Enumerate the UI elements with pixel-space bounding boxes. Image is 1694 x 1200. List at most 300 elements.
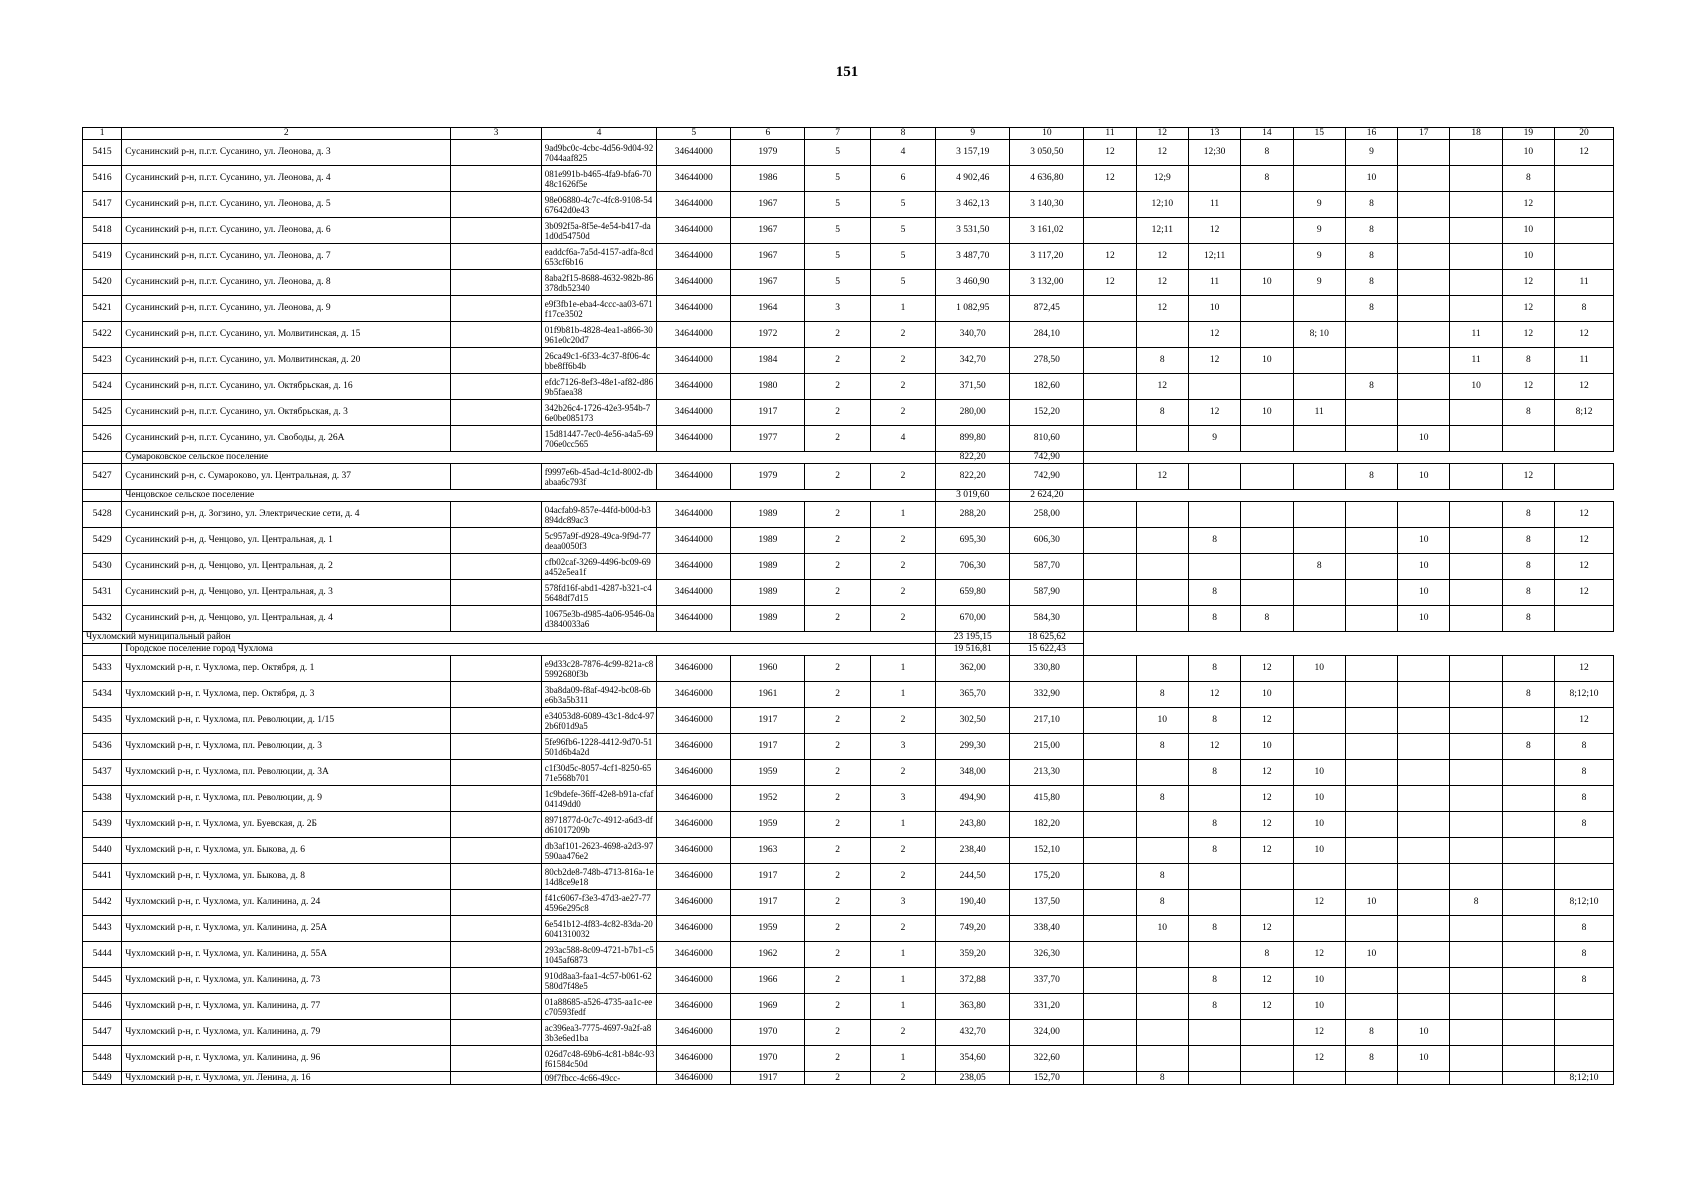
column-header: 5 [657, 128, 731, 140]
table-cell [451, 838, 541, 864]
table-cell: e9f3fb1e-eba4-4ccc-aa03-671f17ce3502 [541, 296, 657, 322]
table-cell: 1917 [731, 734, 805, 760]
table-cell: 2 [805, 1072, 870, 1085]
table-cell [451, 760, 541, 786]
table-cell: Чухломский р-н, г. Чухлома, пл. Революции, д. 3 [122, 734, 451, 760]
table-cell: 5426 [83, 426, 122, 452]
table-cell: 2 [805, 348, 870, 374]
table-cell: 10 [1398, 580, 1450, 606]
table-cell: 8 [1555, 812, 1614, 838]
table-cell: 494,90 [936, 786, 1010, 812]
table-row [83, 348, 1614, 374]
table-cell: 2 [805, 1020, 870, 1046]
table-cell: 3 161,02 [1010, 218, 1084, 244]
table-cell: 11 [1450, 322, 1502, 348]
table-cell: 1970 [731, 1020, 805, 1046]
table-cell [1136, 322, 1188, 348]
table-cell [1555, 166, 1614, 192]
table-cell: 10 [1398, 554, 1450, 580]
table-cell: 12 [1136, 140, 1188, 166]
table-cell: 2 [805, 554, 870, 580]
table-cell [1345, 838, 1397, 864]
table-cell [451, 296, 541, 322]
table-cell [1502, 656, 1554, 682]
table-cell [1450, 580, 1502, 606]
table-cell: Сусанинский р-н, д. Зогзино, ул. Электрические сети, д. 4 [122, 502, 451, 528]
table-cell [451, 890, 541, 916]
table-row [83, 580, 1614, 606]
table-cell: 10 [1398, 528, 1450, 554]
table-cell [1084, 192, 1136, 218]
table-cell: Сусанинский р-н, п.г.т. Сусанино, ул. Леонова, д. 7 [122, 244, 451, 270]
table-cell: 1962 [731, 942, 805, 968]
table-cell: Сусанинский р-н, п.г.т. Сусанино, ул. Октябрьская, д. 16 [122, 374, 451, 400]
table-cell: 822,20 [936, 464, 1010, 490]
table-cell: 1989 [731, 528, 805, 554]
table-cell: 34646000 [657, 708, 731, 734]
table-cell: 5418 [83, 218, 122, 244]
table-cell: 5438 [83, 786, 122, 812]
table-cell [1188, 786, 1240, 812]
table-cell: 1 [870, 296, 935, 322]
table-cell: 3 531,50 [936, 218, 1010, 244]
table-cell [1450, 864, 1502, 890]
table-cell [1241, 890, 1293, 916]
table-cell: 10 [1502, 218, 1554, 244]
table-cell: 10 [1241, 270, 1293, 296]
page-number: 151 [835, 64, 859, 80]
table-cell: 371,50 [936, 374, 1010, 400]
table-cell [1450, 270, 1502, 296]
section-blank [1084, 490, 1614, 502]
table-cell [451, 656, 541, 682]
table-cell: 11 [1555, 270, 1614, 296]
table-cell: 1 [870, 994, 935, 1020]
table-row [83, 864, 1614, 890]
table-row [83, 682, 1614, 708]
table-cell: 12 [1084, 244, 1136, 270]
table-cell [1188, 942, 1240, 968]
table-cell: 2 [805, 838, 870, 864]
table-cell [1450, 968, 1502, 994]
table-cell [1502, 1046, 1554, 1072]
table-cell [1136, 838, 1188, 864]
table-cell: 8 [1345, 1020, 1397, 1046]
table-cell [451, 682, 541, 708]
table-cell: 8 [1555, 296, 1614, 322]
table-cell: 5 [870, 218, 935, 244]
table-row [83, 1020, 1614, 1046]
table-cell: 244,50 [936, 864, 1010, 890]
table-cell [1241, 218, 1293, 244]
column-header: 7 [805, 128, 870, 140]
table-cell: 8 [1502, 502, 1554, 528]
table-cell: 10 [1241, 734, 1293, 760]
table-cell [451, 244, 541, 270]
header-row [83, 128, 1614, 140]
table-row [83, 426, 1614, 452]
table-cell: 331,20 [1010, 994, 1084, 1020]
table-row [83, 890, 1614, 916]
table-cell [1502, 942, 1554, 968]
table-cell [1136, 606, 1188, 632]
table-cell: 1986 [731, 166, 805, 192]
table-cell: 8 [1188, 606, 1240, 632]
table-cell: 12 [1241, 812, 1293, 838]
table-cell: 8 [1345, 270, 1397, 296]
table-cell: Чухломский р-н, г. Чухлома, ул. Калинина, д. 73 [122, 968, 451, 994]
table-cell: 01a88685-a526-4735-aa1c-eec70593fedf [541, 994, 657, 1020]
table-cell: 578fd16f-abd1-4287-b321-c45648df7d15 [541, 580, 657, 606]
table-cell: 80cb2de8-748b-4713-816a-1e14d8ce9e18 [541, 864, 657, 890]
table-cell: 899,80 [936, 426, 1010, 452]
table-cell: 2 [870, 528, 935, 554]
table-cell: 34644000 [657, 580, 731, 606]
table-cell: 5449 [83, 1072, 122, 1085]
table-cell [451, 916, 541, 942]
table-cell: 1917 [731, 1072, 805, 1085]
table-cell: 1917 [731, 708, 805, 734]
table-cell: 3 [870, 890, 935, 916]
section-blank [1084, 644, 1614, 656]
table-cell [1293, 864, 1345, 890]
table-cell: 8 [1345, 296, 1397, 322]
table-cell: 742,90 [1010, 464, 1084, 490]
table-cell: 2 [805, 760, 870, 786]
table-cell: 810,60 [1010, 426, 1084, 452]
table-cell: 1966 [731, 968, 805, 994]
table-cell: 3 117,20 [1010, 244, 1084, 270]
table-cell [1502, 708, 1554, 734]
table-cell: 1917 [731, 890, 805, 916]
table-cell: 8 [1555, 916, 1614, 942]
table-row [83, 140, 1614, 166]
table-cell [1136, 994, 1188, 1020]
table-cell [1345, 994, 1397, 1020]
table-cell: 5 [870, 192, 935, 218]
table-cell: 8971877d-0c7c-4912-a6d3-dfd61017209b [541, 812, 657, 838]
table-cell [451, 464, 541, 490]
table-cell: 2 [805, 656, 870, 682]
table-cell: 3 [870, 734, 935, 760]
table-cell: 34644000 [657, 554, 731, 580]
table-cell: 10 [1293, 838, 1345, 864]
table-cell: 2 [805, 1046, 870, 1072]
table-cell: 34644000 [657, 348, 731, 374]
table-cell: 12 [1188, 682, 1240, 708]
table-cell [1398, 864, 1450, 890]
column-header: 4 [541, 128, 657, 140]
table-cell: 1 [870, 942, 935, 968]
table-cell [1188, 1020, 1240, 1046]
table-cell: 12 [1555, 140, 1614, 166]
table-cell: 1967 [731, 244, 805, 270]
table-cell: 12 [1502, 296, 1554, 322]
table-cell: 34644000 [657, 140, 731, 166]
table-cell: 1967 [731, 192, 805, 218]
table-cell: 354,60 [936, 1046, 1010, 1072]
table-cell [1345, 426, 1397, 452]
section-total-living-area: 15 622,43 [1010, 644, 1084, 656]
table-cell: 2 [870, 760, 935, 786]
table-row [83, 554, 1614, 580]
table-cell: ac396ea3-7775-4697-9a2f-a83b3e6ed1ba [541, 1020, 657, 1046]
table-cell: 34646000 [657, 890, 731, 916]
table-cell: 8 [1188, 708, 1240, 734]
table-cell: 332,90 [1010, 682, 1084, 708]
table-cell: 1917 [731, 400, 805, 426]
table-cell: 12 [1188, 322, 1240, 348]
table-cell: 152,20 [1010, 400, 1084, 426]
table-cell: 12 [1241, 786, 1293, 812]
table-cell: 5 [805, 218, 870, 244]
table-cell [1398, 1072, 1450, 1085]
table-row [83, 1072, 1614, 1085]
table-cell [1555, 218, 1614, 244]
table-cell: 2 [805, 682, 870, 708]
table-cell: 1c9bdefe-36ff-42e8-b91a-cfaf04149dd0 [541, 786, 657, 812]
column-header: 14 [1241, 128, 1293, 140]
table-cell: 5431 [83, 580, 122, 606]
table-cell [451, 502, 541, 528]
table-cell [1398, 968, 1450, 994]
table-cell: 10 [1398, 1020, 1450, 1046]
table-cell: 12 [1502, 192, 1554, 218]
table-cell [1398, 166, 1450, 192]
table-row [83, 734, 1614, 760]
section-row [83, 490, 1614, 502]
table-cell [1450, 786, 1502, 812]
table-cell: 5423 [83, 348, 122, 374]
table-cell: 8 [1241, 606, 1293, 632]
table-cell: 8 [1136, 890, 1188, 916]
table-cell [451, 786, 541, 812]
table-cell [1084, 426, 1136, 452]
table-cell: 190,40 [936, 890, 1010, 916]
table-cell: 2 [870, 374, 935, 400]
table-cell [451, 192, 541, 218]
table-cell: 12 [1555, 502, 1614, 528]
table-cell [1084, 1046, 1136, 1072]
table-cell: 4 902,46 [936, 166, 1010, 192]
table-cell: 26ca49c1-6f33-4c37-8f06-4cbbe8ff6b4b [541, 348, 657, 374]
table-cell: 1984 [731, 348, 805, 374]
table-cell: 415,80 [1010, 786, 1084, 812]
table-cell: Чухломский р-н, г. Чухлома, ул. Калинина, д. 55А [122, 942, 451, 968]
table-cell: 9 [1293, 244, 1345, 270]
table-cell [1450, 734, 1502, 760]
table-row [83, 218, 1614, 244]
table-cell: 5439 [83, 812, 122, 838]
table-cell: 34644000 [657, 606, 731, 632]
table-cell [1084, 554, 1136, 580]
table-cell: 8 [1345, 1046, 1397, 1072]
table-row [83, 606, 1614, 632]
table-cell: 34646000 [657, 994, 731, 1020]
table-cell [451, 528, 541, 554]
table-cell [1398, 760, 1450, 786]
table-cell [1450, 812, 1502, 838]
table-cell [1084, 502, 1136, 528]
table-cell: 432,70 [936, 1020, 1010, 1046]
table-cell: 1 [870, 682, 935, 708]
table-cell [1136, 760, 1188, 786]
table-cell: 34646000 [657, 916, 731, 942]
table-cell: 3 [870, 786, 935, 812]
table-cell: 12 [1555, 656, 1614, 682]
table-cell [1084, 580, 1136, 606]
table-cell: 12 [1293, 942, 1345, 968]
table-cell: Чухломский р-н, г. Чухлома, пер. Октября, д. 1 [122, 656, 451, 682]
table-cell [451, 270, 541, 296]
table-cell [1398, 374, 1450, 400]
table-cell: 288,20 [936, 502, 1010, 528]
table-cell: 1989 [731, 502, 805, 528]
table-cell: 8 [1555, 968, 1614, 994]
table-cell [1450, 1072, 1502, 1085]
table-cell [1293, 734, 1345, 760]
table-row [83, 166, 1614, 192]
table-cell [1084, 218, 1136, 244]
table-cell: 10 [1345, 166, 1397, 192]
table-cell [1398, 140, 1450, 166]
table-cell: 5433 [83, 656, 122, 682]
table-cell: 302,50 [936, 708, 1010, 734]
table-cell [1188, 554, 1240, 580]
table-cell [1293, 1072, 1345, 1085]
table-cell: 5 [805, 270, 870, 296]
table-cell: 12 [1293, 1046, 1345, 1072]
table-cell: Сусанинский р-н, п.г.т. Сусанино, ул. Леонова, д. 5 [122, 192, 451, 218]
table-cell [1502, 812, 1554, 838]
table-cell: Чухломский р-н, г. Чухлома, ул. Калинина, д. 77 [122, 994, 451, 1020]
table-cell: 12;30 [1188, 140, 1240, 166]
table-cell [1241, 554, 1293, 580]
table-cell: 284,10 [1010, 322, 1084, 348]
table-cell [1241, 580, 1293, 606]
table-cell: 12 [1084, 270, 1136, 296]
table-cell: 342b26c4-1726-42e3-954b-76e0be085173 [541, 400, 657, 426]
table-cell: 587,90 [1010, 580, 1084, 606]
table-cell: 12 [1502, 322, 1554, 348]
table-cell: 2 [870, 708, 935, 734]
table-cell: 1989 [731, 606, 805, 632]
table-cell: 1 [870, 1046, 935, 1072]
table-row [83, 994, 1614, 1020]
table-cell [1345, 580, 1397, 606]
table-cell: 8 [1241, 942, 1293, 968]
table-cell [451, 374, 541, 400]
table-cell: 34644000 [657, 166, 731, 192]
table-cell [1293, 166, 1345, 192]
table-cell: 3b092f5a-8f5e-4e54-b417-da1d0d54750d [541, 218, 657, 244]
table-cell [451, 426, 541, 452]
table-cell [1555, 464, 1614, 490]
table-cell [1293, 682, 1345, 708]
table-cell: 8 [1502, 528, 1554, 554]
table-cell [1345, 786, 1397, 812]
table-cell: 337,70 [1010, 968, 1084, 994]
table-cell: Чухломский р-н, г. Чухлома, пер. Октября, д. 3 [122, 682, 451, 708]
table-cell: 5 [805, 192, 870, 218]
table-cell: 5421 [83, 296, 122, 322]
table-cell: 182,60 [1010, 374, 1084, 400]
table-cell [1136, 554, 1188, 580]
table-cell: Сусанинский р-н, п.г.т. Сусанино, ул. Молвитинская, д. 20 [122, 348, 451, 374]
table-cell: 2 [805, 464, 870, 490]
table-cell: 12 [1241, 760, 1293, 786]
table-cell: 34646000 [657, 786, 731, 812]
table-cell [1241, 1072, 1293, 1085]
table-cell: 8 [1502, 554, 1554, 580]
table-cell: 238,05 [936, 1072, 1010, 1085]
table-cell [1084, 916, 1136, 942]
table-cell [1398, 244, 1450, 270]
table-cell: 8 [1345, 374, 1397, 400]
table-cell: 1989 [731, 580, 805, 606]
table-cell: 8 [1502, 682, 1554, 708]
table-cell [1293, 916, 1345, 942]
table-cell [1084, 864, 1136, 890]
table-cell: 8 [1241, 140, 1293, 166]
table-cell: 12 [1241, 838, 1293, 864]
table-cell: 8 [1555, 760, 1614, 786]
table-cell: 2 [805, 734, 870, 760]
table-cell [1293, 528, 1345, 554]
table-cell [1084, 708, 1136, 734]
table-cell: 10 [1241, 400, 1293, 426]
table-cell [451, 942, 541, 968]
table-cell: Сусанинский р-н, д. Ченцово, ул. Центральная, д. 3 [122, 580, 451, 606]
table-cell: 01f9b81b-4828-4ea1-a866-30961e0c20d7 [541, 322, 657, 348]
table-cell: 10 [1345, 890, 1397, 916]
section-total-living-area: 2 624,20 [1010, 490, 1084, 502]
table-cell: 9 [1345, 140, 1397, 166]
table-cell: 12 [1555, 374, 1614, 400]
table-cell [1450, 464, 1502, 490]
table-cell: 872,45 [1010, 296, 1084, 322]
table-row [83, 374, 1614, 400]
table-cell: 98e06880-4c7c-4fc8-9108-5467642d0e43 [541, 192, 657, 218]
column-header: 10 [1010, 128, 1084, 140]
table-cell: 258,00 [1010, 502, 1084, 528]
table-cell: 5424 [83, 374, 122, 400]
table-cell: 2 [870, 838, 935, 864]
table-cell: 34646000 [657, 942, 731, 968]
table-cell [1136, 426, 1188, 452]
table-cell: 5428 [83, 502, 122, 528]
table-cell: 10 [1398, 426, 1450, 452]
table-cell: 8 [1555, 734, 1614, 760]
table-cell: 8 [1136, 348, 1188, 374]
table-cell: 5427 [83, 464, 122, 490]
table-row [83, 708, 1614, 734]
table-cell: 1969 [731, 994, 805, 1020]
table-cell: 11 [1188, 270, 1240, 296]
table-cell: 15d81447-7ec0-4e56-a4a5-69706e0cc565 [541, 426, 657, 452]
table-cell: 2 [870, 606, 935, 632]
table-cell [1084, 786, 1136, 812]
table-cell: 11 [1555, 348, 1614, 374]
table-cell [1450, 400, 1502, 426]
table-cell: 8 [1188, 994, 1240, 1020]
table-cell: 5425 [83, 400, 122, 426]
table-cell: 5441 [83, 864, 122, 890]
table-cell: 706,30 [936, 554, 1010, 580]
table-cell: 12 [1136, 464, 1188, 490]
table-cell [1502, 786, 1554, 812]
table-row [83, 502, 1614, 528]
